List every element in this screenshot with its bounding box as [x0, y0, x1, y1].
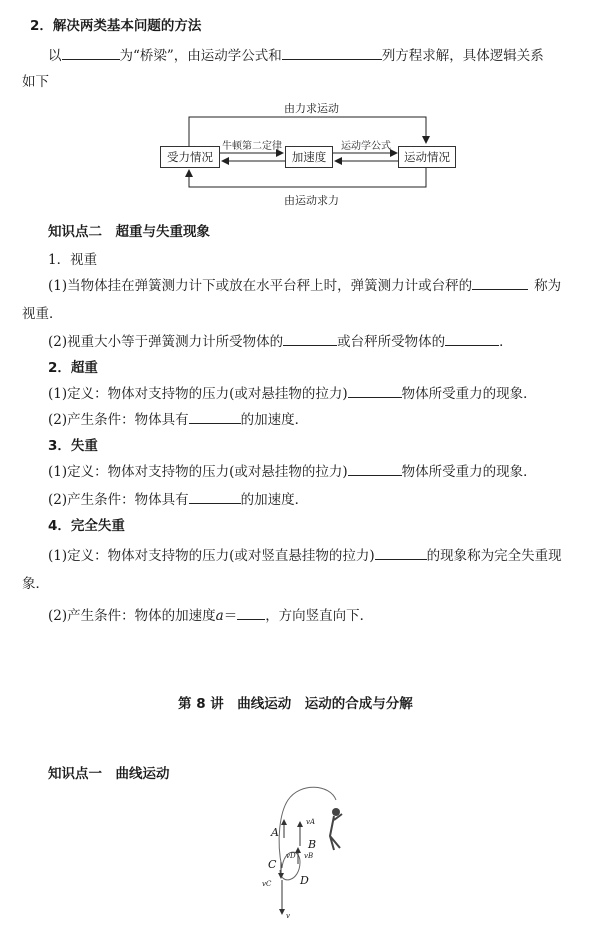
kp1-heading: 知识点一 曲线运动: [48, 766, 170, 782]
text-fragment: 或台秤所受物体的: [337, 334, 446, 350]
s1-title: 1．视重: [48, 252, 98, 268]
text-fragment: (1)定义：物体对支持物的压力(或对竖直悬挂物的拉力): [48, 548, 375, 564]
text-fragment: (1)当物体挂在弹簧测力计下或放在水平台秤上时，弹簧测力计或台秤的: [48, 278, 473, 294]
point-label-d: D: [300, 874, 309, 887]
velocity-label-v: v: [286, 912, 290, 920]
box-motion: 运动情况: [398, 146, 456, 168]
box-acceleration: 加速度: [285, 146, 333, 168]
text-fragment: (2)产生条件：物体具有: [48, 492, 189, 508]
text-fragment: 物体所受重力的现象．: [401, 386, 537, 402]
text-fragment: ．: [499, 334, 513, 350]
text-fragment: 的加速度．: [240, 412, 309, 428]
text-fragment: 为“桥梁”，由运动学公式和: [119, 48, 282, 64]
text-fragment: ＝: [223, 608, 238, 624]
paragraph-continuation: 如下: [22, 74, 49, 90]
text-fragment: (2)产生条件：物体的加速度: [48, 608, 216, 624]
text-fragment: 的现象称为完全失重现: [426, 548, 562, 564]
text-fragment: 的加速度．: [240, 492, 309, 508]
velocity-label-c: vC: [262, 880, 272, 888]
text-fragment: 列方程求解，具体逻辑关系: [381, 48, 544, 64]
s4-title: 4．完全失重: [48, 518, 125, 534]
point-label-a: A: [271, 826, 279, 839]
diver-illustration: [330, 808, 342, 850]
box-force: 受力情况: [160, 146, 220, 168]
point-label-c: C: [268, 858, 277, 871]
text-fragment: 物体所受重力的现象．: [401, 464, 537, 480]
variable-a: a: [215, 608, 224, 624]
text-fragment: ，方向竖直向下．: [265, 608, 374, 624]
point-label-b: B: [308, 838, 317, 851]
s1-paragraph-1-cont: 视重．: [22, 306, 63, 322]
text-fragment: (1)定义：物体对支持物的压力(或对悬挂物的拉力): [48, 386, 348, 402]
text-fragment: 以: [48, 48, 62, 64]
kp2-heading: 知识点二 超重与失重现象: [48, 224, 210, 240]
top-loop-label: 由力求运动: [284, 102, 339, 115]
velocity-label-d: vD: [286, 852, 296, 860]
section-heading: 2．解决两类基本问题的方法: [30, 18, 202, 34]
velocity-label-a: vA: [306, 818, 316, 826]
kinematics-label: 运动学公式: [341, 141, 391, 152]
text-fragment: (1)定义：物体对支持物的压力(或对悬挂物的拉力): [48, 464, 348, 480]
s2-title: 2．超重: [48, 360, 98, 376]
text-fragment: (2)产生条件：物体具有: [48, 412, 189, 428]
s3-title: 3．失重: [48, 438, 98, 454]
velocity-label-b: vB: [304, 852, 314, 860]
text-fragment: 称为: [534, 278, 562, 294]
newton-second-law-label: 牛顿第二定律: [222, 141, 282, 152]
s4-paragraph-1-cont: 象．: [22, 576, 49, 592]
text-fragment: (2)视重大小等于弹簧测力计所受物体的: [48, 334, 284, 350]
lecture-title: 第 8 讲 曲线运动 运动的合成与分解: [178, 696, 413, 712]
bottom-loop-label: 由运动求力: [284, 194, 339, 207]
